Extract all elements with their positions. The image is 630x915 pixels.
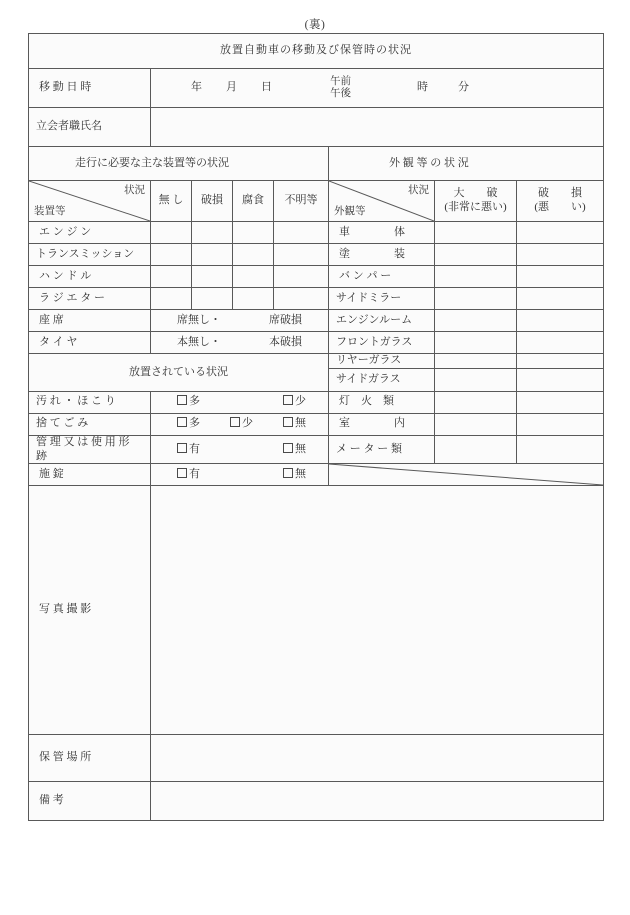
storage-value-field[interactable] [151, 735, 604, 782]
table-row-storage [29, 735, 604, 782]
section-heading-appearance [329, 147, 604, 181]
appearance-label-side-glass [329, 368, 435, 391]
checkbox-garbage-many[interactable] [177, 417, 200, 431]
tire-option-damaged[interactable]: 本破損 [269, 335, 302, 348]
table-row-column-headers [29, 181, 604, 222]
checkbox-box-icon[interactable] [283, 468, 293, 478]
photo-label [29, 486, 151, 735]
appearance-cell-front-glass-damage[interactable] [517, 332, 604, 354]
appearance-cell-engine-room-damage[interactable] [517, 310, 604, 332]
appearance-label-side-mirror [329, 288, 435, 310]
abandoned-options-management-traces[interactable] [151, 435, 329, 464]
equipment-cell-transmission-unknown[interactable] [274, 244, 329, 266]
checkbox-garbage-few[interactable] [230, 417, 253, 431]
table-row-equipment [29, 310, 604, 332]
equipment-cell-handle-none[interactable] [151, 266, 192, 288]
appearance-cell-meters-severe[interactable] [435, 435, 517, 464]
remarks-label [29, 782, 151, 821]
table-row-move-datetime [29, 69, 604, 108]
photo-label-text: 写 真 撮 影 [39, 603, 92, 616]
abandoned-label-management-traces-text: 管 理 又 は 使 用 形 跡 [36, 435, 130, 462]
year-marker: 年 [191, 81, 202, 94]
equipment-cell-engine-corrosion[interactable] [233, 222, 274, 244]
checkbox-box-icon[interactable] [177, 417, 187, 427]
checkbox-traces-yes-label: 有 [189, 442, 200, 455]
table-row-equipment [29, 332, 604, 354]
column-header-unknown: 不明等 [274, 181, 329, 222]
checkbox-lock-no[interactable] [283, 468, 306, 482]
checkbox-traces-no-label: 無 [295, 442, 306, 455]
table-row-abandoned [29, 413, 604, 435]
equipment-cell-engine-none[interactable] [151, 222, 192, 244]
table-row-abandoned [29, 435, 604, 464]
table-row-photo [29, 486, 604, 735]
column-header-damage-bad [517, 181, 604, 222]
appearance-label-meters-text: メ ー タ ー 類 [336, 442, 402, 455]
abandoned-label-lock [29, 464, 151, 486]
equipment-cell-transmission-corrosion[interactable] [233, 244, 274, 266]
move-datetime-field[interactable] [151, 69, 604, 108]
hour-marker: 時 [417, 81, 428, 94]
strikeout-diagonal-icon [329, 464, 603, 485]
equipment-label-engine-text: エ ン ジ ン [39, 225, 92, 238]
column-header-severe-damage-line1: 大 破 [453, 187, 498, 200]
table-row-section-headings [29, 147, 604, 181]
appearance-label-side-mirror-text: サイドミラー [336, 291, 402, 304]
table-row-abandoned [29, 464, 604, 486]
table-row-equipment [29, 222, 604, 244]
appearance-label-bumper [329, 266, 435, 288]
appearance-label-paint [329, 244, 435, 266]
appearance-label-interior [329, 413, 435, 435]
appearance-label-engine-room-text: エンジンルーム [336, 313, 413, 326]
right-corner-status-label: 状況 [408, 185, 429, 196]
equipment-cell-handle-corrosion[interactable] [233, 266, 274, 288]
equipment-cell-seat-options[interactable] [151, 310, 329, 332]
appearance-cell-rear-glass-severe[interactable] [435, 354, 517, 369]
checkbox-garbage-many-label: 多 [189, 417, 200, 430]
abandoned-options-lock[interactable] [151, 464, 329, 486]
witness-value-field[interactable] [151, 108, 604, 147]
appearance-label-body-text: 車 体 [339, 225, 405, 238]
table-row-title [29, 34, 604, 69]
equipment-label-tire [29, 332, 151, 354]
appearance-cell-paint-severe[interactable] [435, 244, 517, 266]
checkbox-lock-yes-label: 有 [189, 467, 200, 480]
seat-option-damaged[interactable]: 席破損 [269, 313, 302, 326]
checkbox-traces-no[interactable] [283, 443, 306, 457]
checkbox-garbage-few-label: 少 [242, 417, 253, 430]
equipment-label-transmission-text: トランスミッション [36, 247, 135, 260]
storage-label [29, 735, 151, 782]
checkbox-traces-yes[interactable] [177, 443, 200, 457]
appearance-label-bumper-text: バ ン パ ー [339, 269, 392, 282]
appearance-cell-interior-severe[interactable] [435, 413, 517, 435]
equipment-label-engine [29, 222, 151, 244]
equipment-label-tire-text: タ イ ヤ [39, 335, 78, 348]
move-datetime-label-text: 移 動 日 時 [39, 81, 92, 94]
equipment-label-handle [29, 266, 151, 288]
equipment-cell-handle-unknown[interactable] [274, 266, 329, 288]
appearance-label-front-glass [329, 332, 435, 354]
column-header-corrosion: 腐食 [233, 181, 274, 222]
appearance-label-meters [329, 435, 435, 464]
checkbox-box-icon[interactable] [177, 395, 187, 405]
equipment-cell-tire-options[interactable] [151, 332, 329, 354]
day-marker: 日 [261, 81, 272, 94]
checkbox-box-icon[interactable] [177, 443, 187, 453]
table-row-abandoned-heading [29, 354, 604, 369]
appearance-label-engine-room [329, 310, 435, 332]
checkbox-box-icon[interactable] [283, 443, 293, 453]
storage-label-text: 保 管 場 所 [39, 751, 92, 764]
appearance-cell-bumper-severe[interactable] [435, 266, 517, 288]
witness-label [29, 108, 151, 147]
equipment-cell-engine-damage[interactable] [192, 222, 233, 244]
abandoned-options-garbage[interactable] [151, 413, 329, 435]
equipment-cell-transmission-none[interactable] [151, 244, 192, 266]
appearance-label-front-glass-text: フロントガラス [336, 335, 413, 348]
appearance-label-interior-text: 室 内 [339, 417, 405, 430]
form-title: 放置自動車の移動及び保管時の状況 [29, 34, 604, 69]
appearance-cell-engine-room-severe[interactable] [435, 310, 517, 332]
equipment-cell-radiator-unknown[interactable] [274, 288, 329, 310]
appearance-label-lights [329, 391, 435, 413]
checkbox-box-icon[interactable] [283, 395, 293, 405]
equipment-label-seat-text: 座 席 [39, 313, 64, 326]
month-marker: 月 [226, 81, 237, 94]
table-row-remarks [29, 782, 604, 821]
page-side-marker: (裏) [304, 19, 326, 31]
table-row-witness [29, 108, 604, 147]
right-corner-item-label: 外観等 [334, 205, 366, 217]
unused-area-strikeout [329, 464, 604, 486]
equipment-label-transmission [29, 244, 151, 266]
move-datetime-label [29, 69, 151, 108]
abandoned-label-management-traces [29, 435, 151, 464]
appearance-cell-bumper-damage[interactable] [517, 266, 604, 288]
left-corner-header-cell [29, 181, 151, 222]
checkbox-dirt-many[interactable] [177, 395, 200, 409]
appearance-cell-body-severe[interactable] [435, 222, 517, 244]
table-row-equipment [29, 266, 604, 288]
appearance-cell-rear-glass-damage[interactable] [517, 354, 604, 369]
checkbox-garbage-none[interactable] [283, 417, 306, 431]
am-option[interactable]: 午前 [330, 75, 351, 87]
seat-option-missing[interactable]: 席無し・ [177, 313, 221, 326]
remarks-value-field[interactable] [151, 782, 604, 821]
minute-marker: 分 [458, 81, 469, 94]
equipment-label-handle-text: ハ ン ド ル [39, 269, 92, 282]
abandoned-label-dirt-text: 汚 れ ・ ほ こ り [36, 395, 116, 408]
checkbox-lock-yes[interactable] [177, 468, 200, 482]
equipment-cell-radiator-damage[interactable] [192, 288, 233, 310]
appearance-label-paint-text: 塗 装 [339, 247, 405, 260]
abandoned-label-dirt [29, 391, 151, 413]
section-heading-driving-equipment-text: 走行に必要な主な装置等の状況 [75, 156, 229, 169]
appearance-label-rear-glass [329, 354, 435, 369]
appearance-label-side-glass-text: サイドガラス [336, 372, 401, 385]
abandoned-status-heading: 放置されている状況 [29, 354, 329, 392]
checkbox-dirt-few-label: 少 [295, 395, 306, 408]
appearance-cell-side-mirror-damage[interactable] [517, 288, 604, 310]
abandoned-label-lock-text: 施 錠 [39, 467, 64, 480]
appearance-cell-side-mirror-severe[interactable] [435, 288, 517, 310]
appearance-cell-body-damage[interactable] [517, 222, 604, 244]
table-row-abandoned [29, 391, 604, 413]
checkbox-box-icon[interactable] [230, 417, 240, 427]
checkbox-dirt-few[interactable] [283, 395, 306, 409]
photo-area[interactable] [151, 486, 604, 735]
appearance-cell-front-glass-severe[interactable] [435, 332, 517, 354]
equipment-label-radiator [29, 288, 151, 310]
checkbox-lock-no-label: 無 [295, 467, 306, 480]
table-row-equipment [29, 244, 604, 266]
equipment-label-radiator-text: ラ ジ エ タ ー [39, 291, 105, 304]
appearance-label-lights-text: 灯 火 類 [339, 395, 394, 408]
abandoned-label-garbage-text: 捨 て ご み [36, 417, 89, 430]
column-header-damage-bad-line1: 破 損 [538, 187, 582, 200]
checkbox-garbage-none-label: 無 [295, 417, 306, 430]
equipment-cell-radiator-none[interactable] [151, 288, 192, 310]
checkbox-box-icon[interactable] [177, 468, 187, 478]
right-corner-header-cell [329, 181, 435, 222]
witness-label-text: 立会者職氏名 [36, 120, 102, 133]
column-header-damage: 破損 [192, 181, 233, 222]
pm-option[interactable]: 午後 [330, 88, 351, 99]
appearance-cell-interior-damage[interactable] [517, 413, 604, 435]
appearance-cell-paint-damage[interactable] [517, 244, 604, 266]
appearance-cell-side-glass-damage[interactable] [517, 368, 604, 391]
equipment-cell-engine-unknown[interactable] [274, 222, 329, 244]
appearance-cell-meters-damage[interactable] [517, 435, 604, 464]
table-row-equipment [29, 288, 604, 310]
appearance-label-body [329, 222, 435, 244]
column-header-severe-damage [435, 181, 517, 222]
tire-option-missing[interactable]: 本無し・ [177, 335, 221, 348]
left-corner-item-label: 装置等 [34, 205, 66, 217]
equipment-cell-transmission-damage[interactable] [192, 244, 233, 266]
appearance-cell-side-glass-severe[interactable] [435, 368, 517, 391]
abandoned-options-dirt[interactable] [151, 391, 329, 413]
abandoned-vehicle-form-table [28, 33, 604, 821]
checkbox-dirt-many-label: 多 [189, 395, 200, 408]
equipment-label-seat [29, 310, 151, 332]
remarks-label-text: 備 考 [39, 794, 64, 807]
section-heading-appearance-text: 外 観 等 の 状 況 [389, 156, 469, 169]
appearance-label-rear-glass-text: リヤーガラス [336, 354, 402, 366]
checkbox-box-icon[interactable] [283, 417, 293, 427]
appearance-cell-lights-severe[interactable] [435, 391, 517, 413]
appearance-cell-lights-damage[interactable] [517, 391, 604, 413]
column-header-none: 無 し [151, 181, 192, 222]
equipment-cell-radiator-corrosion[interactable] [233, 288, 274, 310]
left-corner-status-label: 状況 [124, 185, 145, 196]
column-header-damage-bad-line2: (悪 い) [534, 201, 586, 213]
section-heading-driving-equipment [29, 147, 329, 181]
abandoned-label-garbage [29, 413, 151, 435]
column-header-severe-damage-line2: (非常に悪い) [444, 201, 507, 213]
equipment-cell-handle-damage[interactable] [192, 266, 233, 288]
